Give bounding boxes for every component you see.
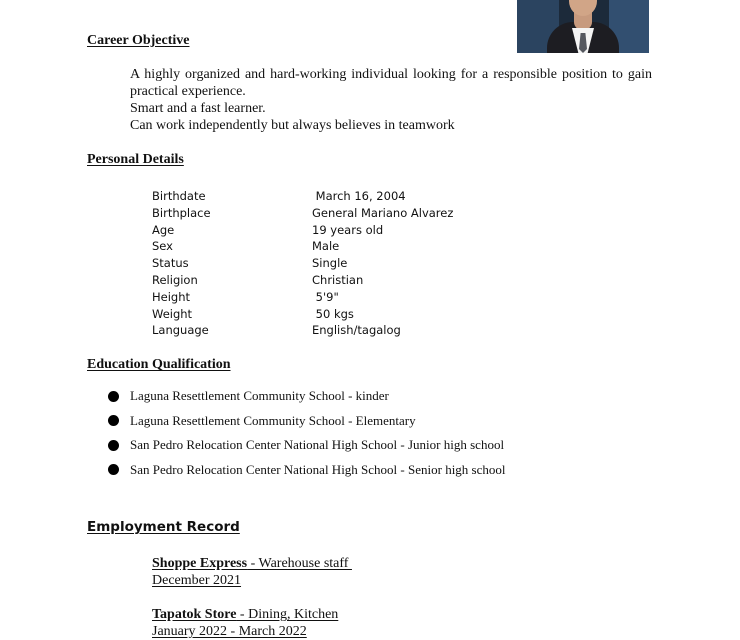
- objective-line: Can work independently but always believes in teamwork: [130, 118, 455, 133]
- education-item-text: San Pedro Relocation Center National High School - Senior high school: [130, 461, 506, 477]
- detail-value: 50 kgs: [312, 306, 354, 321]
- bullet-icon: [108, 415, 119, 426]
- detail-label: Height: [152, 289, 191, 304]
- detail-row: [152, 205, 453, 222]
- detail-value: Single: [312, 256, 348, 271]
- detail-label: Weight: [152, 306, 193, 321]
- company-name: Tapatok Store: [152, 607, 237, 622]
- detail-label: Status: [152, 256, 189, 271]
- detail-value: 5'9": [312, 289, 339, 304]
- detail-row: [152, 238, 453, 255]
- detail-row: [152, 306, 453, 323]
- job-role: - Dining, Kitchen: [236, 607, 339, 622]
- detail-label: Language: [152, 323, 209, 338]
- job-role: - Warehouse staff: [247, 556, 352, 571]
- detail-value: English/tagalog: [312, 323, 401, 338]
- detail-row: [152, 272, 453, 289]
- employment-heading: Employment Record: [87, 519, 240, 535]
- detail-label: Birthdate: [152, 189, 206, 203]
- job-dates: December 2021: [152, 573, 242, 588]
- detail-row: [152, 255, 453, 272]
- career-objective-text: [130, 66, 652, 134]
- employment-entry: [152, 555, 352, 589]
- personal-details-heading: Personal Details: [87, 152, 184, 167]
- objective-line: A highly organized and hard-working individual looking for a responsible position to gain practical experience.: [130, 67, 652, 99]
- detail-value: 19 years old: [312, 222, 384, 237]
- profile-photo: [517, 0, 649, 53]
- company-name: Shoppe Express: [152, 556, 248, 571]
- detail-label: Religion: [152, 272, 198, 287]
- personal-details-table: [152, 188, 453, 339]
- bullet-icon: [108, 391, 119, 402]
- list-item: [108, 454, 506, 487]
- education-heading: Education Qualification: [87, 357, 231, 372]
- detail-value: Male: [312, 239, 340, 254]
- detail-label: Sex: [152, 239, 173, 254]
- detail-value: General Mariano Alvarez: [312, 205, 454, 220]
- detail-row: [152, 289, 453, 306]
- detail-label: Birthplace: [152, 205, 211, 220]
- job-dates: January 2022 - March 2022: [152, 624, 307, 639]
- detail-value: March 16, 2004: [312, 189, 406, 203]
- objective-line: Smart and a fast learner.: [130, 101, 266, 116]
- career-objective-heading: Career Objective: [87, 33, 190, 48]
- education-item-text: Laguna Resettlement Community School - kinder: [130, 388, 389, 404]
- detail-row: [152, 322, 453, 339]
- education-list: [108, 388, 506, 486]
- detail-value: Christian: [312, 272, 364, 287]
- education-item-text: Laguna Resettlement Community School - Elementary: [130, 412, 416, 428]
- education-item-text: San Pedro Relocation Center National High School - Junior high school: [130, 437, 505, 453]
- employment-entry: [152, 606, 338, 640]
- bullet-icon: [108, 464, 119, 475]
- detail-label: Age: [152, 222, 175, 237]
- bullet-icon: [108, 440, 119, 451]
- detail-row: [152, 222, 453, 239]
- detail-row: [152, 188, 453, 205]
